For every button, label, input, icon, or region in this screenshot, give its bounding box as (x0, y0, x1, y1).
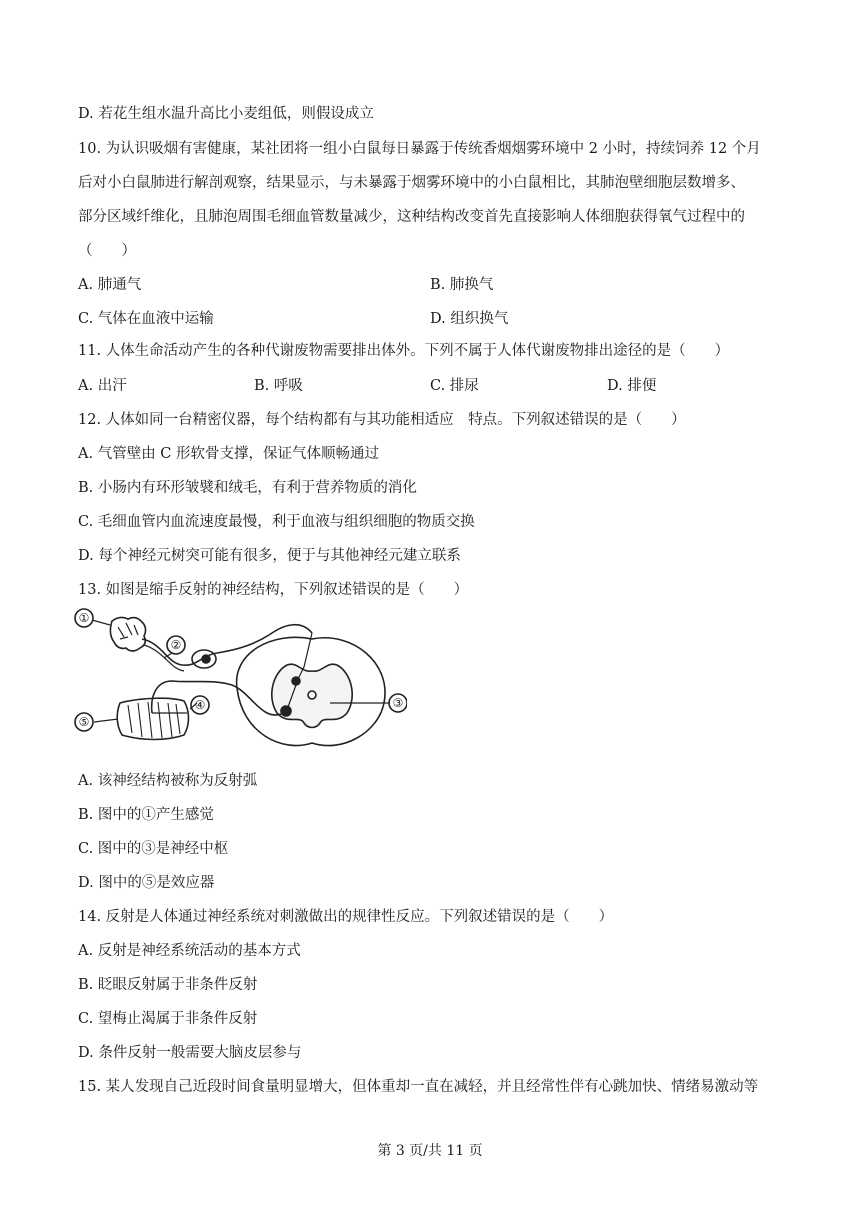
q15-stem-line-1: 15. 某人发现自己近段时间食量明显增大，但体重却一直在减轻，并且经常性伴有心跳加快、情绪易激动等 (78, 1079, 759, 1095)
page-footer: 第 3 页/共 11 页 (377, 1143, 483, 1159)
q12-option-d: D. 每个神经元树突可能有很多，便于与其他神经元建立联系 (78, 548, 461, 564)
q10-option-c: C. 气体在血液中运输 (78, 311, 214, 327)
q14-stem: 14. 反射是人体通过神经系统对刺激做出的规律性反应。下列叙述错误的是（ ） (78, 909, 614, 925)
q9-option-d: D. 若花生组水温升高比小麦组低，则假设成立 (78, 106, 374, 122)
q10-stem-line-3: 部分区域纤维化，且肺泡周围毛细血管数量减少，这种结构改变首先直接影响人体细胞获得氧气过程中的 (78, 209, 745, 225)
figure-label-4: ④ (194, 698, 206, 712)
figure-label-5: ⑤ (78, 715, 90, 729)
q10-stem-line-2: 后对小白鼠肺进行解剖观察，结果显示，与未暴露于烟雾环境中的小白鼠相比，其肺泡壁细胞层数增多、 (78, 175, 745, 191)
q11-stem: 11. 人体生命活动产生的各种代谢废物需要排出体外。下列不属于人体代谢废物排出途径的是（ ） (78, 343, 730, 359)
reflex-arc-figure (72, 603, 407, 753)
q11-option-b: B. 呼吸 (254, 378, 303, 394)
q13-option-a: A. 该神经结构被称为反射弧 (78, 773, 258, 789)
q11-option-d: D. 排便 (607, 378, 657, 394)
q13-option-d: D. 图中的⑤是效应器 (78, 875, 215, 891)
q10-option-d: D. 组织换气 (430, 311, 509, 327)
q13-option-b: B. 图中的①产生感觉 (78, 807, 214, 823)
q12-option-c: C. 毛细血管内血流速度最慢，利于血液与组织细胞的物质交换 (78, 514, 475, 530)
q13-stem: 13. 如图是缩手反射的神经结构，下列叙述错误的是（ ） (78, 582, 469, 598)
q10-stem-line-1: 10. 为认识吸烟有害健康，某社团将一组小白鼠每日暴露于传统香烟烟雾环境中 2 小时，持续饲养 12 个月 (78, 141, 761, 157)
figure-label-1: ① (78, 611, 90, 625)
q14-option-d: D. 条件反射一般需要大脑皮层参与 (78, 1045, 302, 1061)
q14-option-a: A. 反射是神经系统活动的基本方式 (78, 943, 301, 959)
q10-answer-paren: （ ） (78, 243, 136, 259)
q12-option-b: B. 小肠内有环形皱襞和绒毛，有利于营养物质的消化 (78, 480, 417, 496)
q13-option-c: C. 图中的③是神经中枢 (78, 841, 229, 857)
grey-matter (272, 664, 352, 727)
q11-option-a: A. 出汗 (78, 378, 127, 394)
receptor-shape (110, 617, 145, 651)
q12-stem: 12. 人体如同一台精密仪器，每个结构都有与其功能相适应 特点。下列叙述错误的是（ ） (78, 412, 686, 428)
q14-option-b: B. 眨眼反射属于非条件反射 (78, 977, 258, 993)
figure-label-2: ② (170, 638, 182, 652)
figure-label-3: ③ (392, 696, 404, 710)
q11-option-c: C. 排尿 (430, 378, 479, 394)
q10-option-b: B. 肺换气 (430, 277, 494, 293)
q12-option-a: A. 气管壁由 C 形软骨支撑，保证气体顺畅通过 (78, 446, 380, 462)
q14-option-c: C. 望梅止渴属于非条件反射 (78, 1011, 258, 1027)
q10-option-a: A. 肺通气 (78, 277, 142, 293)
